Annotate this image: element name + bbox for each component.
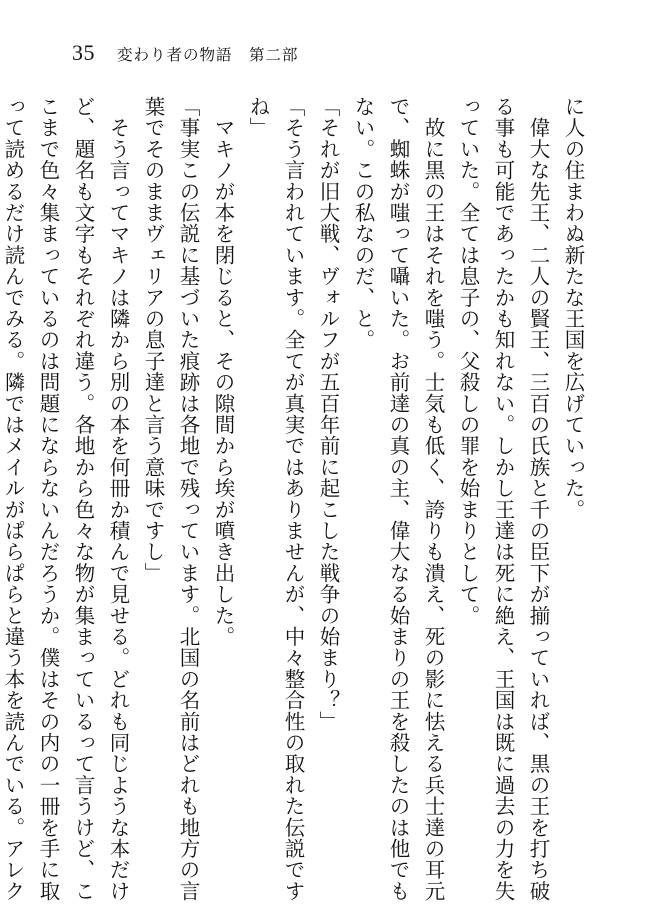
text-line: 偉大な先王、二人の賢王、三百の氏族と千の臣下が揃っていれば、黒の王を打ち破 xyxy=(526,96,550,902)
text-line: マキノが本を閉じると、その隙間から埃が噴き出した。 xyxy=(211,96,235,648)
text-line: ない。この私なのだ、と。 xyxy=(351,96,375,351)
text-line: っていた。全ては息子の、父殺しの罪を始まりとして。 xyxy=(456,96,480,626)
running-title: 変わり者の物語 第二部 xyxy=(117,46,299,64)
text-line: こまで色々集まっているのは問題にならないんだろうか。僕はその内の一冊を手に取 xyxy=(36,96,60,902)
vertical-body-text xyxy=(1,96,590,902)
text-line: そう言ってマキノは隣から別の本を何冊か積んで見せる。どれも同じような本だけ xyxy=(106,96,130,902)
text-line: 故に黒の王はそれを嗤う。士気も低く、誇りも潰え、死の影に怯える兵士達の耳元 xyxy=(421,96,445,902)
text-line: る事も可能であったかも知れない。しかし王達は死に絶え、王国は既に過去の力を失 xyxy=(491,96,515,902)
text-line: で、蜘蛛が嗤って囁いた。お前達の真の主、偉大なる始まりの王を殺したのは他でも xyxy=(386,96,410,902)
page-number: 35 xyxy=(72,40,95,65)
text-line: 「それが旧大戦、ヴォルフが五百年前に起こした戦争の始まり？」 xyxy=(316,96,340,732)
text-line: 葉でそのままヴェリアの息子達と言う意味ですし」 xyxy=(141,96,165,584)
text-line: ね」 xyxy=(246,96,270,139)
text-line: って読めるだけ読んでみる。隣ではメイルがぱらぱらと違う本を読んでいる。アレク xyxy=(1,96,25,902)
text-line: ど、題名も文字もそれぞれ違う。各地から色々な物が集まっているって言うけど、こ xyxy=(71,96,95,902)
page-header xyxy=(72,40,299,66)
text-line: 「そう言われています。全てが真実ではありませんが、中々整合性の取れた伝説です xyxy=(281,96,305,902)
text-line: に人の住まわぬ新たな王国を広げていった。 xyxy=(561,96,585,520)
text-line: 「事実この伝説に基づいた痕跡は各地で残っています。北国の名前はどれも地方の言 xyxy=(176,96,200,902)
